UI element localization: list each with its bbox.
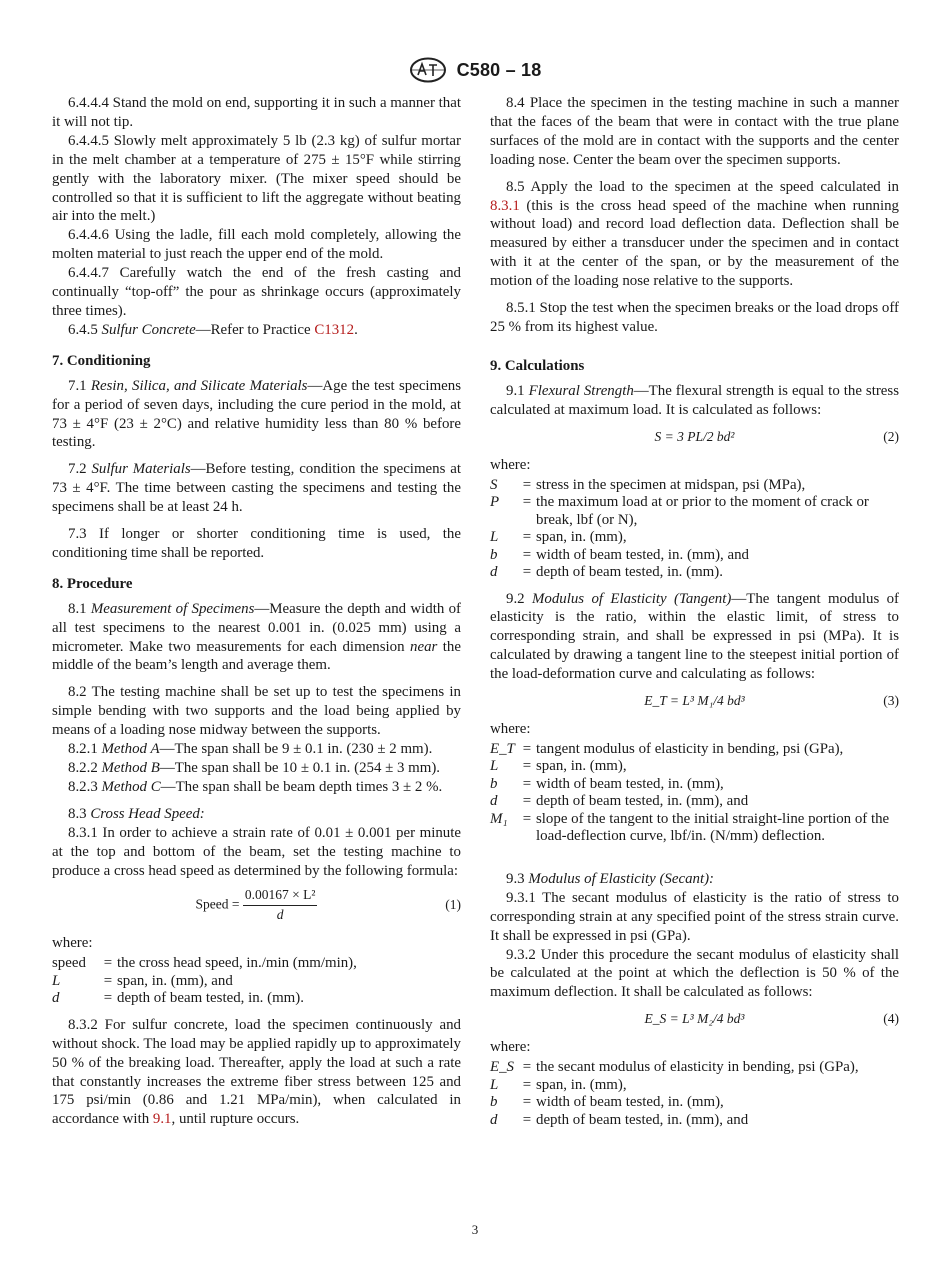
- definition-row: b = width of beam tested, in. (mm),: [490, 775, 724, 792]
- definition-row: d = depth of beam tested, in. (mm), and: [490, 1111, 749, 1128]
- section-6-4-4-4: 6.4.4.4 Stand the mold on end, supporting it in such a manner that it will not tip.: [52, 95, 461, 130]
- section-8-5: 8.5 Apply the load to the specimen at the speed calculated in 8.3.1 (this is the cross head speed of the machine when running without load) and record load deflection data. Deflection shall be measured by either a transducer under the specimen and in contact with it at the center of the span, or by the measurement of the motion of the loading nose relative to the supports.: [490, 178, 899, 290]
- definition-row: b = width of beam tested, in. (mm), and: [490, 546, 749, 563]
- link-9-1[interactable]: 9.1: [152, 1111, 172, 1128]
- definitions-2: [490, 477, 899, 582]
- section-8-1: 8.1 Measurement of Specimens—Measure the depth and width of all test specimens to the nearest 0.001 in. (0.025 mm) using a micrometer. Make two measurements for each dimension near the middle of the beam’s length and average them.: [52, 600, 461, 674]
- section-8-3-1: 8.3.1 In order to achieve a strain rate of 0.01 ± 0.001 per minute at the top and bottom of the beam, set the testing machine to produce a cross head speed as determined by the following formula:: [52, 824, 461, 879]
- section-7-2: 7.2 Sulfur Materials—Before testing, condition the specimens at 73 ± 4°F. The time between casting the specimens and testing the specimens shall be at least 24 h.: [52, 461, 461, 516]
- link-8-3-1[interactable]: 8.3.1: [490, 197, 520, 214]
- left-column: [52, 94, 461, 1129]
- definition-row: S = stress in the specimen at midspan, psi (MPa),: [490, 476, 806, 493]
- equation-1: [52, 886, 461, 926]
- equation-3-formula: E_T = L³ M₁/4 bd³: [644, 693, 745, 709]
- heading-calculations: 9. Calculations: [490, 357, 585, 374]
- page-header: [0, 57, 950, 83]
- definition-row: L = span, in. (mm), and: [52, 972, 233, 989]
- equation-1-denominator: d: [276, 907, 284, 923]
- section-7-1: 7.1 Resin, Silica, and Silicate Materials—Age the test specimens for a period of seven days, including the cure period in the mold, at 73 ± 4°F (23 ± 2°C) and relative humidity less than 80 % before testing.: [52, 377, 461, 451]
- equation-4-number: (4): [883, 1011, 899, 1027]
- definitions-3: [490, 741, 899, 846]
- definition-row: L = span, in. (mm),: [490, 1076, 627, 1093]
- definition-row: L = span, in. (mm),: [490, 758, 627, 775]
- section-6-4-4-5: 6.4.4.5 Slowly melt approximately 5 lb (2.3 kg) of sulfur mortar in the melt chamber at a temperature of 275 ± 15°F while stirring gently with the laboratory mixer. (The mixer speed should be controlled so that it is sufficient to lift the aggregate without beating air into the melt.): [52, 132, 461, 225]
- document-code: C580 – 18: [456, 59, 542, 80]
- section-8-4: 8.4 Place the specimen in the testing machine in such a manner that the faces of the beam that were in contact with the true plane surfaces of the mold are in contact with the supports and the center loading nose. Center the beam over the specimen supports.: [490, 95, 899, 168]
- equation-2: [490, 426, 899, 448]
- definition-row: speed = the cross head speed, in./min (mm/min),: [52, 955, 357, 972]
- equation-2-number: (2): [883, 428, 899, 444]
- section-8-2-2: 8.2.2 Method B—The span shall be 10 ± 0.1 in. (254 ± 3 mm).: [68, 760, 441, 776]
- section-7-3: 7.3 If longer or shorter conditioning time is used, the conditioning time shall be reported.: [52, 526, 461, 561]
- section-8-2: 8.2 The testing machine shall be set up to test the specimens in simple bending with two supports and the load being applied by means of a loading nose midway between the supports.: [52, 684, 461, 739]
- definition-row: E_S = the secant modulus of elasticity in bending, psi (GPa),: [490, 1059, 859, 1076]
- equation-1-lhs: Speed =: [195, 896, 243, 912]
- astm-logo-icon: [409, 57, 447, 83]
- heading-procedure: 8. Procedure: [52, 575, 133, 592]
- right-column: [490, 94, 899, 1129]
- definition-row: E_T = tangent modulus of elasticity in bending, psi (GPa),: [490, 740, 844, 757]
- equation-3-number: (3): [883, 693, 899, 709]
- section-9-3-2: 9.3.2 Under this procedure the secant modulus of elasticity shall be calculated at the point at which the deflection is 50 % of the maximum deflection. It shall be calculated as follows:: [490, 946, 899, 1001]
- where-label: where:: [490, 456, 531, 473]
- definition-row: L = span, in. (mm),: [490, 529, 627, 545]
- section-9-3: 9.3 Modulus of Elasticity (Secant):: [506, 870, 715, 887]
- section-8-5-1: 8.5.1 Stop the test when the specimen breaks or the load drops off 25 % from its highest value.: [490, 300, 899, 335]
- definition-row: P = the maximum load at or prior to the moment of crack or break, lbf (or N),: [490, 494, 869, 528]
- where-label: where:: [490, 721, 531, 738]
- where-label: where:: [490, 1039, 531, 1056]
- where-label: where:: [52, 935, 93, 952]
- section-9-3-1: 9.3.1 The secant modulus of elasticity is the ratio of stress to corresponding strain at any specified point of the stress strain curve. It shall be expressed in psi (GPa).: [490, 889, 899, 944]
- definition-row: d = depth of beam tested, in. (mm), and: [490, 793, 749, 810]
- section-6-4-4-7: 6.4.4.7 Carefully watch the end of the fresh casting and continually “top-off” the pour as shrinkage occurs (approximately three times).: [52, 265, 461, 319]
- section-8-2-3: 8.2.3 Method C—The span shall be beam depth times 3 ± 2 %.: [68, 778, 443, 795]
- definitions-4: [490, 1059, 899, 1129]
- definition-row: d = depth of beam tested, in. (mm).: [52, 990, 304, 1007]
- section-8-2-1: 8.2.1 Method A—The span shall be 9 ± 0.1 in. (230 ± 2 mm).: [68, 741, 433, 758]
- section-8-3-2: 8.3.2 For sulfur concrete, load the specimen continuously and without shock. The load may be applied rapidly up to approximately 50 % of the breaking load. Thereafter, apply the load at such a rate that constantly increases the extreme fiber stress between 125 and 175 psi/min (0.86 and 1.21 MPa/min), when calculated in accordance with 9.1, until rupture occurs.: [52, 1016, 461, 1128]
- heading-conditioning: 7. Conditioning: [52, 352, 151, 369]
- link-c1312[interactable]: C1312: [314, 321, 355, 338]
- definition-row: M₁ = slope of the tangent to the initial straight-line portion of the load-deflection curve, lbf/in. (N/mm) deflection.: [490, 810, 890, 845]
- section-8-3: 8.3 Cross Head Speed:: [68, 805, 205, 822]
- section-6-4-4-6: 6.4.4.6 Using the ladle, fill each mold completely, allowing the molten material to just reach the upper end of the mold.: [52, 227, 461, 263]
- section-9-2: 9.2 Modulus of Elasticity (Tangent)—The tangent modulus of elasticity is the ratio, within the elastic limit, of stress to corresponding strain, and shall be expressed in psi (MPa). It is calculated by drawing a tangent line to the steepest initial portion of the load-deformation curve and calculating as follows:: [490, 590, 899, 683]
- equation-1-number: (1): [445, 897, 461, 913]
- equation-4-formula: E_S = L³ M₂/4 bd³: [644, 1011, 745, 1027]
- equation-2-formula: S = 3 PL/2 bd²: [654, 428, 735, 444]
- section-6-4-5: 6.4.5 Sulfur Concrete—Refer to Practice C1312.: [68, 321, 358, 338]
- definition-row: b = width of beam tested, in. (mm),: [490, 1094, 724, 1111]
- equation-3: [490, 690, 899, 712]
- definitions-1: [52, 955, 461, 1008]
- equation-4: [490, 1008, 899, 1030]
- section-9-1: 9.1 Flexural Strength—The flexural strength is equal to the stress calculated at maximum load. It is calculated as follows:: [490, 382, 900, 418]
- equation-1-numerator: 0.00167 × L²: [243, 886, 318, 906]
- definition-row: d = depth of beam tested, in. (mm).: [490, 564, 723, 580]
- page-number: 3: [471, 1222, 479, 1237]
